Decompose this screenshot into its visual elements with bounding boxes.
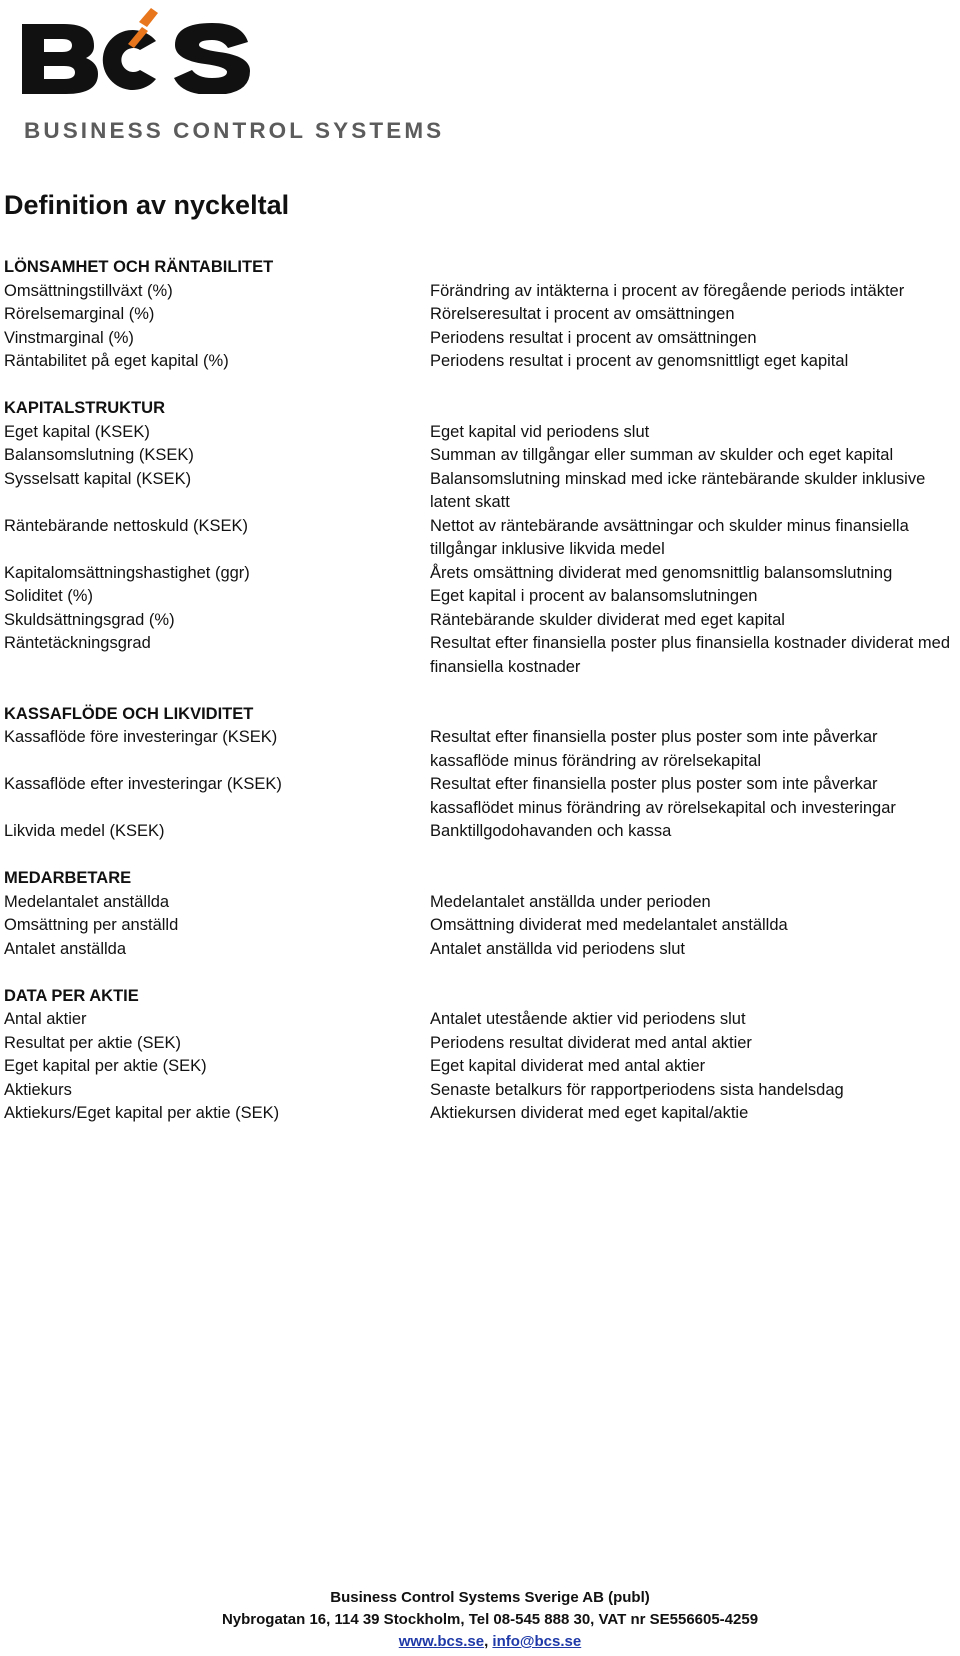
section-kapitalstruktur: [4, 397, 954, 679]
term: Aktiekurs: [4, 1080, 72, 1099]
definition-row: [4, 303, 954, 327]
definition-row: [4, 891, 954, 915]
definition: Medelantalet anställda under perioden: [430, 892, 711, 911]
document-title: Definition av nyckeltal: [4, 190, 290, 220]
section-header: LÖNSAMHET OCH RÄNTABILITET: [4, 258, 274, 276]
definition: Antalet utestående aktier vid periodens slut: [430, 1010, 746, 1028]
definition: Resultat efter finansiella poster plus finansiella kostnader dividerat med finansiella kostnader: [430, 634, 951, 676]
footer-company: Business Control Systems Sverige AB (publ): [330, 1589, 650, 1606]
logo-letter-c: [103, 30, 156, 90]
definition: Periodens resultat i procent av omsättningen: [430, 328, 757, 347]
logo-letter-b: [22, 24, 98, 94]
section-data-per-aktie: [4, 985, 954, 1126]
logo-letter-s: [174, 23, 250, 94]
definition: Senaste betalkurs för rapportperiodens sista handelsdag: [430, 1080, 844, 1099]
term: Räntebärande nettoskuld (KSEK): [4, 516, 248, 535]
term: Räntabilitet på eget kapital (%): [4, 352, 229, 370]
definition: Eget kapital vid periodens slut: [430, 422, 650, 441]
section-medarbetare: [4, 867, 954, 961]
definition-row: [4, 562, 954, 586]
definition-row: [4, 1079, 954, 1103]
definition-row: [4, 468, 954, 515]
email-link[interactable]: info@bcs.se: [492, 1633, 582, 1650]
definition: Omsättning dividerat med medelantalet anställda: [430, 916, 788, 934]
section-header: KASSAFLÖDE OCH LIKVIDITET: [4, 704, 254, 723]
term: Antal aktier: [4, 1010, 87, 1028]
definition-row: [4, 515, 954, 562]
definition-row: [4, 421, 954, 445]
bcs-logo: [22, 8, 252, 94]
definition-row: [4, 327, 954, 351]
definition-row: [4, 914, 954, 938]
footer-address: Nybrogatan 16, 114 39 Stockholm, Tel 08-545 888 30, VAT nr SE556605-4259: [221, 1611, 759, 1628]
term: Skuldsättningsgrad (%): [4, 610, 175, 629]
definition-row: [4, 350, 954, 374]
logo-tagline: BUSINESS CONTROL SYSTEMS: [24, 118, 445, 143]
term: Eget kapital per aktie (SEK): [4, 1057, 207, 1075]
definition: Rörelseresultat i procent av omsättningen: [430, 305, 735, 323]
definition-row: [4, 585, 954, 609]
definition-row: [4, 938, 954, 962]
term: Kassaflöde före investeringar (KSEK): [4, 728, 278, 746]
definition: Periodens resultat dividerat med antal aktier: [430, 1033, 752, 1052]
definition-row: [4, 1008, 954, 1032]
section-header: MEDARBETARE: [4, 869, 132, 887]
definition: Nettot av räntebärande avsättningar och skulder minus finansiella tillgångar inklusive likvida medel: [430, 516, 909, 558]
definitions-list: [4, 256, 954, 1149]
definition-row: [4, 1032, 954, 1056]
definition: Eget kapital dividerat med antal aktier: [430, 1057, 706, 1075]
term: Balansomslutning (KSEK): [4, 446, 194, 464]
definition-row: [4, 726, 954, 773]
term: Antalet anställda: [4, 939, 127, 958]
term: Likvida medel (KSEK): [4, 822, 165, 840]
definition-row: [4, 280, 954, 304]
definition-row: [4, 609, 954, 633]
definition: Summan av tillgångar eller summan av skulder och eget kapital: [430, 446, 894, 464]
footer: [0, 1587, 960, 1653]
footer-separator: ,: [484, 1633, 493, 1650]
definition: Periodens resultat i procent av genomsnittligt eget kapital: [430, 352, 849, 370]
term: Medelantalet anställda: [4, 892, 170, 911]
section-header: DATA PER AKTIE: [4, 986, 139, 1005]
footer-links: [0, 1631, 960, 1653]
definition: Balansomslutning minskad med icke räntebärande skulder inklusive latent skatt: [430, 469, 926, 511]
section-kassaflode: [4, 703, 954, 844]
term: Kassaflöde efter investeringar (KSEK): [4, 775, 282, 793]
definition: Räntebärande skulder dividerat med eget kapital: [430, 610, 785, 629]
section-header: KAPITALSTRUKTUR: [4, 399, 166, 417]
definition: Förändring av intäkterna i procent av föregående periods intäkter: [430, 281, 905, 300]
term: Eget kapital (KSEK): [4, 422, 150, 441]
definition: Årets omsättning dividerat med genomsnittlig balansomslutning: [430, 563, 893, 582]
term: Sysselsatt kapital (KSEK): [4, 469, 192, 488]
definition: Eget kapital i procent av balansomslutningen: [430, 587, 758, 605]
definition-row: [4, 444, 954, 468]
term: Omsättningstillväxt (%): [4, 281, 173, 300]
definition: Resultat efter finansiella poster plus poster som inte påverkar kassaflödet minus förändring av rörelsekapital och investeringar: [430, 775, 896, 817]
website-link[interactable]: www.bcs.se: [398, 1633, 485, 1650]
term: Kapitalomsättningshastighet (ggr): [4, 563, 250, 582]
term: Aktiekurs/Eget kapital per aktie (SEK): [4, 1104, 280, 1122]
definition-row: [4, 820, 954, 844]
definition-row: [4, 773, 954, 820]
section-lonsamhet: [4, 256, 954, 374]
term: Räntetäckningsgrad: [4, 634, 151, 652]
definition: Antalet anställda vid periodens slut: [430, 939, 685, 958]
term: Vinstmarginal (%): [4, 328, 134, 347]
definition: Aktiekursen dividerat med eget kapital/aktie: [430, 1104, 749, 1122]
term: Soliditet (%): [4, 587, 93, 605]
term: Resultat per aktie (SEK): [4, 1033, 181, 1052]
term: Rörelsemarginal (%): [4, 305, 155, 323]
definition: Resultat efter finansiella poster plus poster som inte påverkar kassaflöde minus förändring av rörelsekapital: [430, 728, 878, 770]
definition-row: [4, 632, 954, 679]
definition-row: [4, 1055, 954, 1079]
term: Omsättning per anställd: [4, 916, 179, 934]
definition-row: [4, 1102, 954, 1126]
definition: Banktillgodohavanden och kassa: [430, 822, 672, 840]
